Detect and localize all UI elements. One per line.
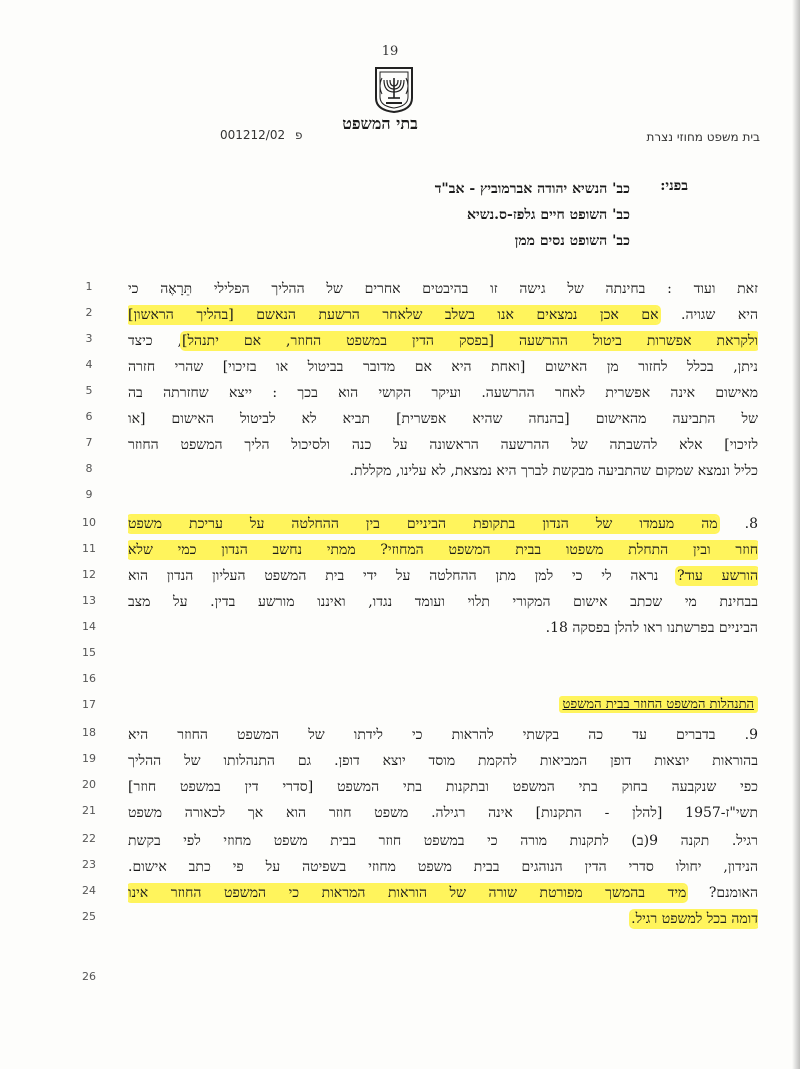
line-number: 21 xyxy=(82,804,96,817)
judge-line: כב' השופט נסים ממן xyxy=(514,233,630,249)
text-line: של התביעה מהאישום [בהנחה שהיא אפשרית] תביא לא לביטול האישום [או xyxy=(128,411,758,427)
text-line xyxy=(128,512,758,536)
text-line: רגיל. תקנה 9(ב) לתקנות מורה כי במשפט חוזר בבית משפט מחוזי לפי בקשת xyxy=(128,833,758,849)
text-line: בבחינת מי שכתב אישום המקורי תלוי ועומד נגדו, ואיננו מורשע בדין. על מצב xyxy=(128,594,758,610)
paragraph-8 xyxy=(128,512,758,652)
district-court-name: בית משפט מחוזי נצרת xyxy=(646,130,760,144)
case-number xyxy=(220,128,320,142)
text-line: כפי שנקבעה בחוק בתי המשפט ובתקנות בתי המשפט [סדרי דין במשפט חוזר] xyxy=(128,779,758,795)
line-number: 10 xyxy=(82,516,96,529)
text-line: מאישום אינה אפשרית לאחר ההרשעה. ועיקר הקושי הוא בכך : ייצא שחזרתה בה xyxy=(128,385,758,401)
highlighted-text: אם אכן נמצאים אנו בשלב שלאחר הרשעת הנאשם [בהליך הראשון] xyxy=(128,307,659,323)
header-court-title: בתי המשפט xyxy=(342,114,418,133)
text-line: הנידון, יחולו סדרי הדין הנוהגים בבית משפט מחוזי בשפיטה על פי כתב אישום. xyxy=(128,859,758,875)
text-line: לזיכוי] אלא להשבתה של ההרשעה הראשונה על כנה ולסיכול הליך המשפט החוזר xyxy=(128,437,758,453)
before-label: בפני: xyxy=(660,178,688,194)
highlighted-text: דומה בכל למשפט רגיל. xyxy=(631,911,758,927)
paragraph-7 xyxy=(128,277,758,497)
text-line xyxy=(128,564,758,588)
line-number: 18 xyxy=(82,726,96,739)
line-number: 8 xyxy=(85,462,93,475)
highlighted-text: מיד בהמשך מפורטת שורה של הוראות המראות כי המשפט החוזר אינו xyxy=(128,885,687,901)
paragraph-9 xyxy=(128,723,758,943)
text-line: 9. בדברים עד כה בקשתי להראות כי לידתו של המשפט החוזר היא xyxy=(128,727,758,743)
line-number: 6 xyxy=(85,410,93,423)
highlighted-text: חוזר ובין התחלת משפטו בבית המשפט המחוזי? ממתי נחשב הנדון כמי שלא xyxy=(128,542,758,558)
line-number: 19 xyxy=(82,752,96,765)
line-number: 4 xyxy=(85,358,93,371)
line-number: 9 xyxy=(85,488,93,501)
case-number-value: 001212/02 xyxy=(220,128,286,142)
line-number: 25 xyxy=(82,910,96,923)
line-number: 15 xyxy=(82,646,96,659)
line-number: 5 xyxy=(85,384,93,397)
line-number: 16 xyxy=(82,672,96,685)
line-number: 14 xyxy=(82,620,96,633)
text-line xyxy=(128,329,758,353)
text-line: הביניים בפרשתנו ראו להלן בפסקה 18. xyxy=(545,620,758,636)
section-title-text: התנהלות המשפט החוזר בבית המשפט xyxy=(559,696,758,713)
judge-line: כב' הנשיא יהודה אברמוביץ - אב"ד xyxy=(434,181,630,197)
highlighted-text: הורשע עוד? xyxy=(677,568,758,584)
section-title xyxy=(398,696,758,712)
line-number: 26 xyxy=(82,970,96,983)
line-number: 12 xyxy=(82,568,96,581)
text-line xyxy=(128,303,758,327)
judge-line: כב' השופט חיים גלפז-ס.נשיא xyxy=(467,207,630,223)
page-edge-shadow xyxy=(792,0,800,1069)
text-segment: היא שגויה. xyxy=(681,307,758,323)
line-number: 11 xyxy=(82,542,96,555)
line-number: 2 xyxy=(85,306,93,319)
text-line: זאת ועוד : בחינתה של גישה זו בהיבטים אחרים של ההליך הפלילי תֵּרָאֶה כי xyxy=(128,281,758,297)
text-segment: נראה לי כי למן מתן ההחלטה על ידי בית המשפט העליון הנדון הוא xyxy=(128,568,659,584)
judges-list xyxy=(330,176,630,254)
line-number: 22 xyxy=(82,832,96,845)
line-number: 23 xyxy=(82,858,96,871)
text-segment: האומנם? xyxy=(708,885,758,901)
line-number: 24 xyxy=(82,884,96,897)
line-number: 13 xyxy=(82,594,96,607)
state-emblem-icon xyxy=(372,64,416,114)
highlighted-text: ולקראת אפשרות ביטול ההרשעה [בפסק הדין במשפט החוזר, אם יתנהל] xyxy=(182,333,758,349)
text-line: ניתן, בכלל לחזור מן האישום [ואחת היא אם מדובר בביטול או בזיכוי] שהרי חזרה xyxy=(128,359,758,375)
line-number: 20 xyxy=(82,778,96,791)
text-line xyxy=(128,907,758,931)
text-line: כליל ונמצא שמקום שהתביעה מבקשת לברך היא נמצאת, לא עלינו, מקללת. xyxy=(349,463,758,479)
line-number: 1 xyxy=(85,280,93,293)
text-line: בהוראות יוצאות דופן המביאות להקמת מוסד יוצא דופן. גם התנהלותו של ההליך xyxy=(128,753,758,769)
line-number: 3 xyxy=(85,332,93,345)
paragraph-number: 8. xyxy=(744,516,758,532)
highlighted-text: מה מעמדו של הנדון בתקופת הביניים בין ההחלטה על עריכת משפט xyxy=(128,516,718,532)
text-line: תשי"ז-1957 [להלן - התקנות] אינה רגילה. משפט חוזר הוא אך לכאורה משפט xyxy=(128,805,758,821)
page-number: 19 xyxy=(381,44,399,59)
case-prefix: פ xyxy=(294,128,303,142)
text-line xyxy=(128,881,758,905)
line-number: 7 xyxy=(85,436,93,449)
line-number: 17 xyxy=(82,698,96,711)
text-segment: , כיצד xyxy=(128,333,183,349)
text-line xyxy=(128,538,758,562)
